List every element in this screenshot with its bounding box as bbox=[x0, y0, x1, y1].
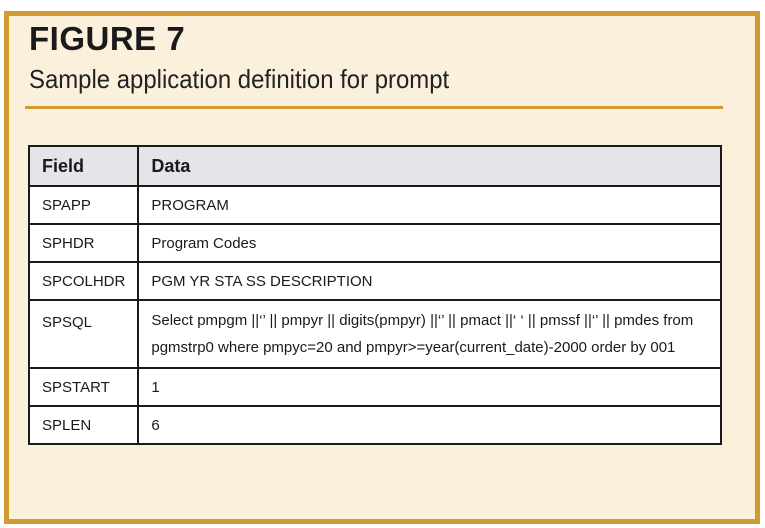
table-row bbox=[29, 300, 721, 368]
field-cell: SPSTART bbox=[29, 368, 138, 406]
data-cell: PROGRAM bbox=[138, 186, 721, 224]
field-cell: SPSQL bbox=[29, 300, 138, 368]
field-cell: SPLEN bbox=[29, 406, 138, 444]
data-cell: 6 bbox=[138, 406, 721, 444]
table-row bbox=[29, 186, 721, 224]
sql-line-2: pgmstrp0 where pmpyc=20 and pmpyr>=year(current_date)-2000 order by 001 bbox=[151, 339, 676, 356]
field-cell: SPCOLHDR bbox=[29, 262, 138, 300]
field-cell: SPAPP bbox=[29, 186, 138, 224]
table-row bbox=[29, 224, 721, 262]
data-cell: PGM YR STA SS DESCRIPTION bbox=[138, 262, 721, 300]
table-row bbox=[29, 368, 721, 406]
sql-line-1: Select pmpgm ||‘’ || pmpyr || digits(pmpyr) ||‘’ || pmact ||‘ ‘ || pmssf ||‘’ || pmdes from bbox=[151, 312, 694, 329]
data-cell-sql bbox=[138, 300, 721, 368]
table-header-row bbox=[29, 146, 721, 186]
data-cell: 1 bbox=[138, 368, 721, 406]
table-row bbox=[29, 406, 721, 444]
table-row bbox=[29, 262, 721, 300]
column-header-data: Data bbox=[138, 146, 721, 186]
data-cell: Program Codes bbox=[138, 224, 721, 262]
figure-caption: Sample application definition for prompt bbox=[29, 64, 450, 94]
title-divider bbox=[25, 106, 723, 109]
field-cell: SPHDR bbox=[29, 224, 138, 262]
definition-table bbox=[28, 145, 722, 445]
column-header-field: Field bbox=[29, 146, 138, 186]
figure-label: FIGURE 7 bbox=[29, 20, 186, 57]
